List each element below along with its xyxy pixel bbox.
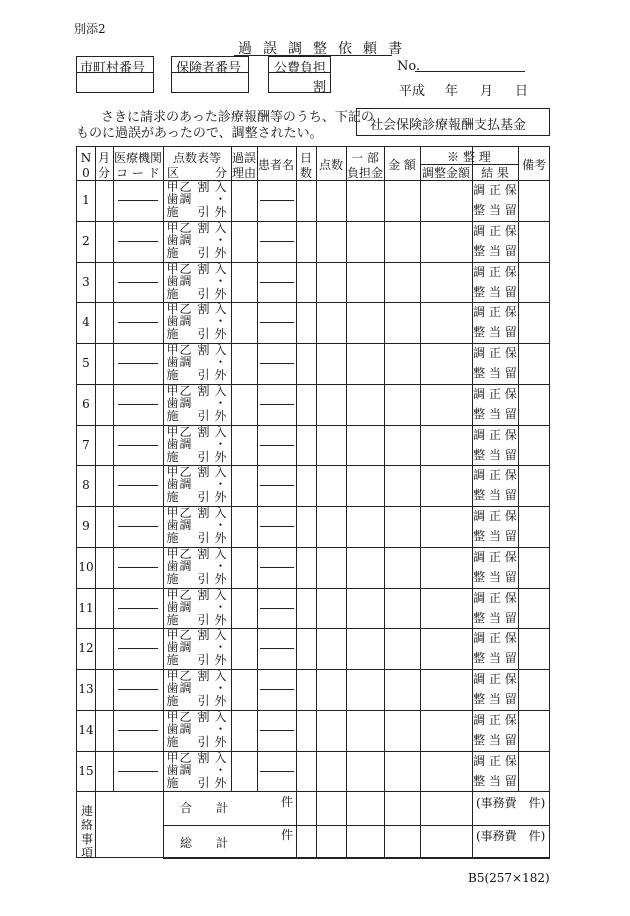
patient-name-line <box>260 567 294 568</box>
annex-label: 別添2 <box>74 22 106 36</box>
classification-mark: ・ <box>214 477 227 492</box>
result-top: 調 正 保 <box>473 509 517 523</box>
classification-mark: 割 <box>197 220 210 235</box>
classification-mark: 乙 <box>179 302 192 317</box>
institution-code-line <box>118 241 158 242</box>
classification-mark: 引 <box>197 775 210 790</box>
classification-mark: ・ <box>214 721 227 736</box>
classification-mark: 施 <box>166 286 179 301</box>
header-month-top: 月 <box>97 151 110 165</box>
footer-column-line <box>472 791 473 858</box>
result-bottom: 整 当 留 <box>473 366 517 380</box>
classification-mark: 割 <box>197 302 210 317</box>
classification-mark: 甲 <box>166 343 179 357</box>
classification-mark: 入 <box>214 506 227 520</box>
classification-mark: 入 <box>214 628 227 643</box>
result-top: 調 正 保 <box>473 590 517 605</box>
classification-mark: 施 <box>166 408 179 423</box>
classification-mark: 調 <box>179 314 192 329</box>
classification-mark: 引 <box>197 612 210 627</box>
row-number: 12 <box>78 641 94 656</box>
footer-bottom-line <box>163 858 550 859</box>
institution-code-line <box>118 200 158 201</box>
classification-mark: ・ <box>214 232 227 247</box>
classification-mark: 外 <box>214 205 227 219</box>
classification-mark: 施 <box>166 368 179 382</box>
footer-left-divider <box>95 791 96 858</box>
classification-mark: 乙 <box>179 669 192 683</box>
result-top: 調 正 保 <box>473 753 517 768</box>
classification-mark: 割 <box>197 546 210 561</box>
header-result: 結 果 <box>481 166 509 180</box>
institution-code-line <box>118 445 158 446</box>
year-label: 年 <box>445 84 459 99</box>
classification-mark: 割 <box>197 709 210 724</box>
classification-mark: 入 <box>214 220 227 235</box>
patient-name-line <box>260 689 294 690</box>
classification-mark: 施 <box>166 571 179 586</box>
classification-mark: 調 <box>179 558 192 573</box>
classification-mark: 割 <box>197 465 210 480</box>
classification-mark: 調 <box>179 436 192 451</box>
classification-mark: ・ <box>214 395 227 410</box>
classification-mark: 歯 <box>166 477 179 492</box>
header-month-bottom: 分 <box>97 166 110 180</box>
classification-mark: 甲 <box>166 261 179 276</box>
classification-mark: 外 <box>214 408 227 423</box>
header-days-top: 日 <box>299 151 312 165</box>
institution-code-line <box>118 730 158 731</box>
classification-mark: 外 <box>214 775 227 790</box>
classification-mark: 施 <box>166 449 179 464</box>
classification-mark: 引 <box>197 694 210 708</box>
result-bottom: 整 当 留 <box>473 651 517 666</box>
classification-mark: 歯 <box>166 355 179 369</box>
total-fee-count: (事務費 件) <box>476 829 546 843</box>
footer-column-line <box>384 791 385 858</box>
result-top: 調 正 保 <box>473 672 517 686</box>
footer-column-line <box>346 791 347 858</box>
classification-mark: 入 <box>214 709 227 724</box>
classification-mark: 歯 <box>166 721 179 736</box>
row-number: 7 <box>82 437 90 452</box>
institution-code-line <box>118 322 158 323</box>
classification-mark: 引 <box>197 449 210 464</box>
classification-mark: 甲 <box>166 506 179 520</box>
result-top: 調 正 保 <box>473 346 517 360</box>
institution-code-line <box>118 771 158 772</box>
classification-mark: 外 <box>214 734 227 749</box>
classification-mark: 歯 <box>166 681 179 695</box>
subtotal-label: 合 計 <box>180 801 229 815</box>
classification-mark: 外 <box>214 653 227 668</box>
classification-mark: 調 <box>179 721 192 736</box>
classification-mark: 外 <box>214 449 227 464</box>
classification-mark: 施 <box>166 327 179 342</box>
institution-code-line <box>118 363 158 364</box>
classification-mark: 引 <box>197 490 210 505</box>
header-copay-top: 一 部 <box>351 151 379 165</box>
result-bottom: 整 当 留 <box>473 773 517 788</box>
header-institution-bottom: コ ー ド <box>116 166 160 180</box>
row-number: 9 <box>82 519 90 533</box>
classification-mark: 入 <box>214 465 227 480</box>
classification-mark: 施 <box>166 490 179 505</box>
institution-code-line <box>118 567 158 568</box>
classification-mark: 甲 <box>166 424 179 439</box>
result-top: 調 正 保 <box>473 305 517 320</box>
subtotal-count-unit: 件 <box>281 795 294 809</box>
classification-mark: ・ <box>214 273 227 288</box>
classification-mark: 調 <box>179 599 192 614</box>
classification-mark: 歯 <box>166 599 179 614</box>
document-title: 過誤調整依頼書 <box>238 41 413 57</box>
classification-mark: 歯 <box>166 436 179 451</box>
classification-mark: 乙 <box>179 506 192 520</box>
classification-mark: 引 <box>197 531 210 545</box>
classification-mark: 施 <box>166 694 179 708</box>
classification-mark: 乙 <box>179 343 192 357</box>
classification-mark: 乙 <box>179 546 192 561</box>
patient-name-line <box>260 322 294 323</box>
classification-mark: 外 <box>214 490 227 505</box>
classification-mark: ・ <box>214 192 227 206</box>
patient-name-line <box>260 404 294 405</box>
classification-mark: 入 <box>214 669 227 683</box>
classification-mark: 割 <box>197 180 210 194</box>
classification-mark: 甲 <box>166 220 179 235</box>
result-top: 調 正 保 <box>473 712 517 727</box>
classification-mark: 甲 <box>166 383 179 398</box>
classification-mark: 施 <box>166 205 179 219</box>
classification-mark: 歯 <box>166 518 179 532</box>
header-patient: 患者名 <box>257 158 294 172</box>
classification-mark: 引 <box>197 571 210 586</box>
patient-name-line <box>260 445 294 446</box>
classification-mark: 調 <box>179 518 192 532</box>
classification-mark: 施 <box>166 612 179 627</box>
classification-mark: 甲 <box>166 628 179 643</box>
patient-name-line <box>260 200 294 201</box>
result-bottom: 整 当 留 <box>473 732 517 747</box>
header-table-top: 点数表等 <box>172 151 221 165</box>
classification-mark: 割 <box>197 587 210 602</box>
classification-mark: 歯 <box>166 314 179 329</box>
classification-mark: 割 <box>197 628 210 643</box>
classification-mark: 割 <box>197 424 210 439</box>
patient-name-line <box>260 363 294 364</box>
result-bottom: 整 当 留 <box>473 610 517 625</box>
classification-mark: 乙 <box>179 383 192 398</box>
patient-name-line <box>260 648 294 649</box>
classification-mark: 外 <box>214 571 227 586</box>
patient-name-line <box>260 282 294 283</box>
mgmt-subheader-line <box>420 164 518 165</box>
classification-mark: 入 <box>214 383 227 398</box>
classification-mark: 入 <box>214 302 227 317</box>
classification-mark: 乙 <box>179 465 192 480</box>
patient-name-line <box>260 526 294 527</box>
classification-mark: 引 <box>197 286 210 301</box>
footer-middle-line <box>163 825 550 826</box>
classification-mark: 外 <box>214 612 227 627</box>
classification-mark: 引 <box>197 408 210 423</box>
classification-mark: ・ <box>214 599 227 614</box>
result-top: 調 正 保 <box>473 468 517 483</box>
classification-mark: ・ <box>214 314 227 329</box>
institution-code-line <box>118 608 158 609</box>
municipality-label: 市町村番号 <box>80 61 146 76</box>
classification-mark: 乙 <box>179 750 192 765</box>
patient-name-line <box>260 730 294 731</box>
result-top: 調 正 保 <box>473 223 517 238</box>
classification-mark: 調 <box>179 232 192 247</box>
insurer-label: 保険者番号 <box>176 61 242 76</box>
classification-mark: 引 <box>197 327 210 342</box>
day-label: 日 <box>515 84 529 99</box>
header-table-bottom-right: 分 <box>214 166 227 180</box>
era-label: 平成 <box>399 84 426 99</box>
institution-code-line <box>118 526 158 527</box>
classification-mark: 甲 <box>166 587 179 602</box>
classification-mark: 施 <box>166 775 179 790</box>
row-number: 1 <box>82 193 90 207</box>
result-bottom: 整 当 留 <box>473 243 517 258</box>
result-bottom: 整 当 留 <box>473 447 517 462</box>
ratio-unit: 割 <box>313 80 327 95</box>
classification-mark: 調 <box>179 355 192 369</box>
classification-mark: 入 <box>214 343 227 357</box>
header-points: 点数 <box>318 158 343 172</box>
classification-mark: 外 <box>214 286 227 301</box>
classification-mark: ・ <box>214 355 227 369</box>
row-number: 3 <box>82 274 90 289</box>
classification-mark: 割 <box>197 669 210 683</box>
classification-mark: ・ <box>214 762 227 777</box>
classification-mark: 歯 <box>166 558 179 573</box>
classification-mark: 割 <box>197 506 210 520</box>
classification-mark: 入 <box>214 180 227 194</box>
institution-code-line <box>118 282 158 283</box>
classification-mark: ・ <box>214 558 227 573</box>
classification-mark: 入 <box>214 587 227 602</box>
row-number: 13 <box>78 682 94 696</box>
institution-code-line <box>118 485 158 486</box>
classification-mark: 甲 <box>166 180 179 194</box>
classification-mark: 乙 <box>179 628 192 643</box>
classification-mark: 歯 <box>166 192 179 206</box>
request-text-line2: ものに過誤があったので、調整されたい。 <box>76 126 323 141</box>
no-label: No. <box>397 59 421 74</box>
classification-mark: 歯 <box>166 640 179 655</box>
header-error-bottom: 理由 <box>231 166 256 180</box>
classification-mark: 歯 <box>166 762 179 777</box>
classification-mark: ・ <box>214 518 227 532</box>
header-no-bottom: 0 <box>82 166 90 180</box>
result-bottom: 整 当 留 <box>473 529 517 543</box>
row-number: 10 <box>78 559 94 574</box>
classification-mark: 外 <box>214 245 227 260</box>
classification-mark: 外 <box>214 531 227 545</box>
header-institution-top: 医療機関 <box>114 151 163 165</box>
header-days-bottom: 数 <box>299 166 312 180</box>
classification-mark: 施 <box>166 245 179 260</box>
row-number: 6 <box>82 396 90 411</box>
subtotal-fee-count: (事務費 件) <box>476 796 546 810</box>
no-field-line[interactable] <box>415 71 525 72</box>
classification-mark: 引 <box>197 245 210 260</box>
classification-mark: 甲 <box>166 465 179 480</box>
header-amount: 金 額 <box>388 158 416 172</box>
row-number: 5 <box>82 356 90 370</box>
classification-mark: 施 <box>166 653 179 668</box>
footer-column-line <box>316 791 317 858</box>
contact-label: 連絡事項 <box>80 804 93 860</box>
result-top: 調 正 保 <box>473 386 517 401</box>
row-number: 14 <box>78 722 94 737</box>
classification-mark: 乙 <box>179 424 192 439</box>
result-bottom: 整 当 留 <box>473 203 517 217</box>
footer-column-line <box>420 791 421 858</box>
total-label: 総 計 <box>180 836 229 850</box>
classification-mark: 甲 <box>166 546 179 561</box>
classification-mark: 調 <box>179 395 192 410</box>
classification-mark: 乙 <box>179 220 192 235</box>
result-bottom: 整 当 留 <box>473 488 517 503</box>
classification-mark: 歯 <box>166 273 179 288</box>
classification-mark: 調 <box>179 640 192 655</box>
result-top: 調 正 保 <box>473 183 517 197</box>
row-number: 15 <box>78 763 94 778</box>
institution-code-line <box>118 648 158 649</box>
header-management: ※ 整 理 <box>447 150 491 164</box>
result-bottom: 整 当 留 <box>473 569 517 584</box>
header-copay-bottom: 負担金 <box>346 166 383 180</box>
header-no-top: N <box>80 151 92 165</box>
classification-mark: 入 <box>214 424 227 439</box>
header-remarks: 備考 <box>521 158 546 172</box>
classification-mark: 乙 <box>179 180 192 194</box>
classification-mark: 割 <box>197 750 210 765</box>
public-expense-label: 公費負担 <box>274 61 327 76</box>
classification-mark: 調 <box>179 192 192 206</box>
header-error-top: 過誤 <box>231 151 256 165</box>
classification-mark: 入 <box>214 546 227 561</box>
header-table-bottom-left: 区 <box>166 166 179 180</box>
classification-mark: 甲 <box>166 302 179 317</box>
classification-mark: 引 <box>197 205 210 219</box>
classification-mark: 甲 <box>166 750 179 765</box>
classification-mark: 外 <box>214 694 227 708</box>
result-top: 調 正 保 <box>473 549 517 564</box>
classification-mark: 割 <box>197 261 210 276</box>
classification-mark: 割 <box>197 383 210 398</box>
result-top: 調 正 保 <box>473 427 517 442</box>
classification-mark: 引 <box>197 653 210 668</box>
total-count-unit: 件 <box>281 828 294 842</box>
row-number: 4 <box>82 315 90 330</box>
row-number: 2 <box>82 233 90 248</box>
classification-mark: 甲 <box>166 669 179 683</box>
paper-size: B5(257×182) <box>468 871 550 885</box>
classification-mark: 乙 <box>179 261 192 276</box>
classification-mark: 施 <box>166 734 179 749</box>
classification-mark: 調 <box>179 273 192 288</box>
row-number: 8 <box>82 478 90 493</box>
classification-mark: 乙 <box>179 587 192 602</box>
classification-mark: 入 <box>214 261 227 276</box>
institution-code-line <box>118 689 158 690</box>
row-divider <box>76 791 550 792</box>
addressee: 社会保険診療報酬支払基金 <box>370 118 527 133</box>
row-number: 11 <box>78 600 94 615</box>
classification-mark: 調 <box>179 681 192 695</box>
classification-mark: ・ <box>214 640 227 655</box>
result-bottom: 整 当 留 <box>473 325 517 340</box>
header-adjust-amount: 調整金額 <box>421 166 470 180</box>
classification-mark: 調 <box>179 762 192 777</box>
classification-mark: 乙 <box>179 709 192 724</box>
classification-mark: ・ <box>214 681 227 695</box>
classification-mark: 歯 <box>166 232 179 247</box>
month-label: 月 <box>480 84 494 99</box>
result-bottom: 整 当 留 <box>473 406 517 421</box>
classification-mark: 外 <box>214 327 227 342</box>
classification-mark: 割 <box>197 343 210 357</box>
classification-mark: 調 <box>179 477 192 492</box>
footer-column-line <box>296 791 297 858</box>
classification-mark: 施 <box>166 531 179 545</box>
patient-name-line <box>260 608 294 609</box>
result-bottom: 整 当 留 <box>473 692 517 706</box>
result-bottom: 整 当 留 <box>473 284 517 299</box>
result-top: 調 正 保 <box>473 631 517 646</box>
result-top: 調 正 保 <box>473 264 517 279</box>
classification-mark: 甲 <box>166 709 179 724</box>
request-text-line1: さきに請求のあった診療報酬等のうち、下記の <box>101 110 374 125</box>
classification-mark: 引 <box>197 734 210 749</box>
patient-name-line <box>260 771 294 772</box>
institution-code-line <box>118 404 158 405</box>
classification-mark: ・ <box>214 436 227 451</box>
classification-mark: 外 <box>214 368 227 382</box>
classification-mark: 入 <box>214 750 227 765</box>
patient-name-line <box>260 241 294 242</box>
classification-mark: 引 <box>197 368 210 382</box>
classification-mark: 歯 <box>166 395 179 410</box>
patient-name-line <box>260 485 294 486</box>
